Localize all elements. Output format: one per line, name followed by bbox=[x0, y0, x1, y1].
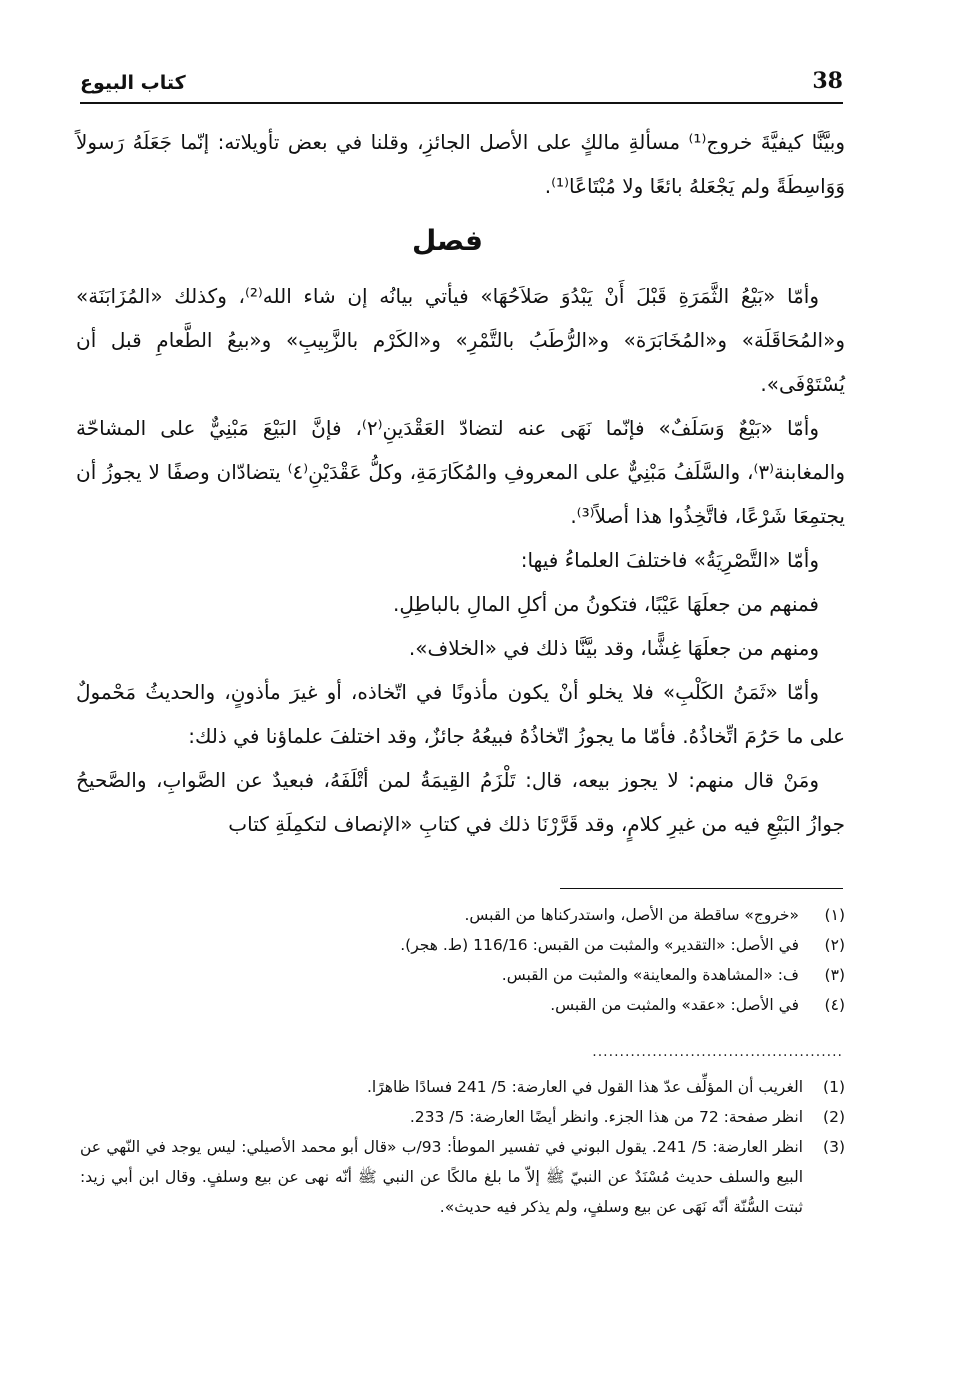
paragraph: وأمّا «بَيْعُ الثَّمَرَةِ قَبْلَ أَنْ يَبْدُوَ صَلاَحُهَا» فيأتي بيانُه إن شاء الله⁽²⁾، وكذلك «المُزَابَنَة» و«المُحَاقَلَة» و«المُخَابَرَة» و«الرُّطَبُ بالتَّمْرِ» و«الكَرْم بالزَّبِيبِ» و«بيعُ الطَّعامِ قبل أن يُسْتَوْفَى». bbox=[76, 284, 845, 396]
section-heading: فصل bbox=[412, 224, 483, 257]
editor-footnotes bbox=[200, 900, 845, 1020]
paragraph: وأمّا «بَيْعٌ وَسَلَفٌ» فإنّما نَهَى عنه لتضادّ العَقْدَينِ⁽٢⁾، فإنَّ البَيْعَ مَبْنِيٌّ على المشاحّة والمغابنة⁽٣⁾، والسَّلَفُ مَبْنِيٌّ على المعروفِ والمُكَارَمَةِ، وكلُّ عَقْدَيْنِ⁽٤⁾ يتضادّان وصفًا لا يجوزُ أن يجتمِعَا شَرْعًا، فاتَّخِذُوا هذا أصلاً⁽³⁾. bbox=[76, 416, 845, 528]
footnote-number: (١) bbox=[824, 906, 845, 924]
footnote-text: انظر صفحة: 72 من هذا الجزء. وانظر أيضًا العارضة: 5/ 233. bbox=[409, 1108, 803, 1126]
footnote-text: في الأصل: «عقد» والمثبت من القبس. bbox=[550, 996, 799, 1014]
footnote bbox=[200, 930, 845, 960]
footnote-number: (3) bbox=[823, 1138, 845, 1156]
footnote bbox=[80, 1072, 845, 1102]
footnote-number: (2) bbox=[823, 1108, 845, 1126]
footnote-number: (٤) bbox=[824, 996, 845, 1014]
footnote bbox=[80, 1102, 845, 1132]
footnote-text: «خروج» ساقطة من الأصل، واستدركناها من القبس. bbox=[464, 906, 799, 924]
footnote-text: ف: «المشاهدة والمعاينة» والمثبت من القبس. bbox=[501, 966, 799, 984]
footnote-text: الغريب أن المؤلِّف عدّ هذا القول في العارضة: 5/ 241 فسادًا ظاهرًا. bbox=[366, 1078, 803, 1096]
page-number: 38 bbox=[812, 68, 843, 94]
paragraph: ومنهم من جعلَهَا غِشًّا، وقد بيَّنَّا ذلك في «الخلاف». bbox=[408, 636, 819, 660]
paragraph: وأمّا «التَّصْرِيَةُ» فاختلفَ العلماءُ فيها: bbox=[520, 548, 819, 572]
footnote-number: (1) bbox=[823, 1078, 845, 1096]
author-footnotes bbox=[80, 1072, 845, 1222]
running-header bbox=[80, 62, 843, 104]
footnote bbox=[200, 900, 845, 930]
footnote-number: (٢) bbox=[824, 936, 845, 954]
footnote-rule bbox=[560, 888, 843, 889]
footnote-number: (٣) bbox=[824, 966, 845, 984]
paragraph: فمنهم من جعلَهَا عَيْبًا، فتكونُ من أكلِ المالِ بالباطِلِ. bbox=[393, 592, 819, 616]
paragraph: ومَنْ قال منهم: لا يجوز بيعه، قال: تَلْزَمُ القِيمَةُ لمن أتْلَفَهُ، فبعيدٌ عن الصَّوابِ، والصَّحيحُ جوازُ البَيْعِ فيه من غيرِ كلامٍ، وقد قَرَّرْنَا ذلك في كتابِ «الإنصاف لتكمِلَةِ كتاب bbox=[76, 768, 845, 836]
footnote bbox=[200, 990, 845, 1020]
paragraph: وأمّا «ثَمَنُ الكَلْبِ» فلا يخلو أنْ يكون مأذونًا في اتّخاذه، أو غيرَ مأذونٍ، والحديثُ مَحْمولٌ على ما حَرُمَ اتِّخاذُهُ. فأمّا ما يجوزُ اتّخاذُهُ فبيعُهُ جائزٌ، وقد اختلفَ علماؤنا في ذلك: bbox=[76, 680, 845, 748]
footnote bbox=[200, 960, 845, 990]
paragraph: وبيَّنَّا كيفيَّةَ خروج⁽¹⁾ مسألةِ مالكٍ على الأصل الجائزِ، وقلنا في بعض تأويلاته: إنّما جَعَلَهُ رَسولاً وَوَاسِطَةً ولم يَجْعَلهُ بائعًا ولا مُبْتَاعًا⁽¹⁾. bbox=[76, 130, 846, 198]
running-book-title: كتاب البيوع bbox=[80, 72, 186, 94]
main-text bbox=[76, 120, 845, 846]
dotted-separator: .............................................. bbox=[592, 1044, 843, 1060]
footnote-text: في الأصل: «التقدير» والمثبت من القبس: 116/16 (ط. هجر). bbox=[400, 936, 799, 954]
footnote bbox=[80, 1132, 845, 1222]
footnote-text: انظر العارضة: 5/ 241. يقول البوني في تفسير الموطأ: 93/ب «قال أبو محمد الأصيلي: ليس يوجد في النّهي عن البيع والسلف حديث مُسْنَدٌ عن النبيّ ﷺ إلاّ ما بلغ مالكًا عن النبي ﷺ أنّه نهى عن بيع وسلفٍ. وقال ابن أبي زيد: ثبتت السُّنّة أنّه نَهَى عن بيع وسلفٍ، ولم يذكر فيه حديث». bbox=[80, 1138, 803, 1216]
